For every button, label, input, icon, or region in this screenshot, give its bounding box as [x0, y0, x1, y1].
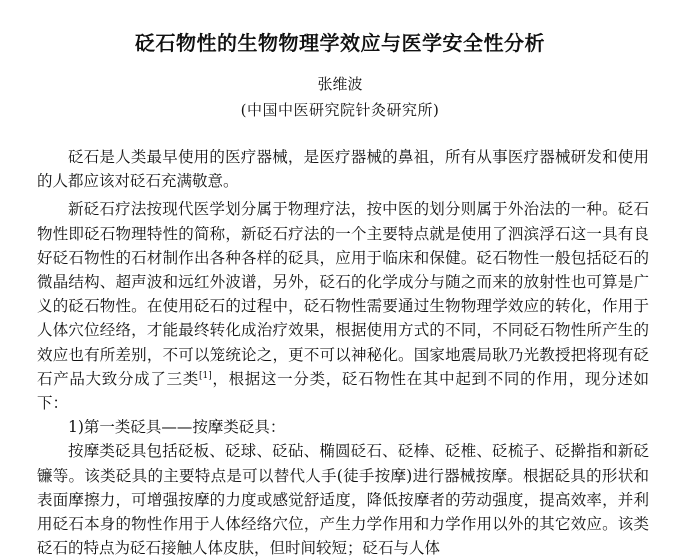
body-text	[37, 145, 649, 560]
paper-title: 砭石物性的生物物理学效应与医学安全性分析	[135, 31, 545, 55]
section-subheading: 1)第一类砭具——按摩类砭具：	[68, 418, 286, 437]
paragraph-method	[37, 197, 649, 415]
citation-ref: [1]	[198, 370, 212, 381]
author-name: 张维波	[317, 75, 363, 93]
paragraph-method-tail: ，根据这一分类，砭石物性在其中起到不同的作用，现分述如下：	[37, 369, 649, 413]
paragraph-method-text: 新砭石疗法按现代医学划分属于物理疗法，按中医的划分则属于外治法的一种。砭石物性即砭石物理特性的简称，新砭石疗法的一个主要特点就是使用了泗滨浮石这一具有良好砭石物性的石材制作出各种各样的砭具，应用于临床和保健。砭石物性一般包括砭石的微晶结构、超声波和远红外波谱，另外，砭石的化学成分与随之而来的放射性也可算是广义的砭石物性。在使用砭石的过程中，砭石物性需要通过生物物理学效应的转化，作用于人体穴位经络，才能最终转化成治疗效果，根据使用方式的不同，不同砭石物性所产生的效应也有所差别，不可以笼统论之，更不可以神秘化。国家地震局耿乃光教授把将现有砭石产品大致分成了三类	[37, 200, 649, 388]
paragraph-massage-tools: 按摩类砭具包括砭板、砭球、砭砧、椭圆砭石、砭棒、砭椎、砭梳子、砭擀指和新砭镰等。该类砭具的主要特点是可以替代人手(徒手按摩)进行器械按摩。根据砭具的形状和表面摩擦力，可增强按摩的力度或感觉舒适度，降低按摩者的劳动强度，提高效率，并利用砭石本身的物性作用于人体经络穴位，产生力学作用和力学作用以外的其它效应。该类砭石的特点为砭石接触人体皮肤，但时间较短；砭石与人体	[37, 442, 649, 558]
paragraph-intro: 砭石是人类最早使用的医疗器械，是医疗器械的鼻祖，所有从事医疗器械研发和使用的人都应该对砭石充满敬意。	[37, 148, 649, 191]
author-affiliation: (中国中医研究院针灸研究所)	[240, 101, 440, 119]
